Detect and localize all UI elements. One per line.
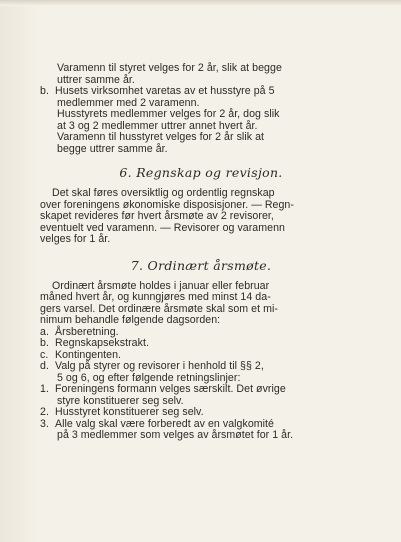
text-line: over foreningens økonomiske disposisjoner. — Regn- [40, 198, 294, 211]
text-line: begge uttrer samme år. [57, 142, 168, 155]
page-edge [0, 0, 401, 6]
list-label: 3. [40, 417, 49, 430]
text-line: styre konstituerer seg selv. [57, 394, 184, 407]
rule-text: Alle valg skal være forberedt av en valgkomité [55, 417, 274, 430]
agenda-text: Årsberetning. [55, 325, 119, 338]
rule-text: Husstyret konstituerer seg selv. [55, 406, 204, 418]
text-line: på 3 medlemmer som velges av årsmøtet for 1 år. [57, 429, 294, 441]
text-line: Husets virksomhet varetas av et husstyre på 5 [55, 85, 275, 97]
text-line: Husstyrets medlemmer velges for 2 år, dog slik [57, 108, 280, 120]
text-line: uttrer samme år. [57, 73, 135, 86]
text-line: Det skal føres oversiktlig og ordentlig regnskap [52, 187, 275, 199]
text-line: skapet revideres før hvert årsmøte av 2 revisorer, [40, 210, 274, 222]
list-label: 1. [40, 383, 49, 395]
text-line: medlemmer med 2 varamenn. [57, 96, 200, 109]
list-label: b. [40, 85, 49, 97]
agenda-text: Regnskapsekstrakt. [55, 337, 149, 349]
section-heading-7: 7. Ordinært årsmøte. [130, 257, 272, 273]
agenda-text: Valg på styrer og revisorer i henhold til §§ 2, [55, 360, 264, 372]
text-line: Ordinært årsmøte holdes i januar eller februar [52, 279, 270, 292]
list-label: d. [40, 360, 49, 372]
text-line: at 3 og 2 medlemmer uttrer annet hvert år. [57, 119, 258, 132]
list-label: b. [40, 337, 49, 349]
rule-item-1 [40, 384, 362, 396]
text-line: nimum behandle følgende dagsorden: [40, 314, 221, 326]
section-heading-6: 6. Regnskap og revisjon. [119, 165, 283, 180]
agenda-item-d [40, 361, 362, 373]
agenda-text: Kontingenten. [55, 348, 122, 361]
text-line: 5 og 6, og efter følgende retningslinjer: [57, 371, 241, 384]
document-text [40, 63, 362, 442]
text-line: velges for 1 år. [40, 233, 111, 245]
list-label: 2. [40, 406, 49, 418]
list-label: a. [40, 325, 49, 338]
list-label: c. [40, 348, 49, 361]
text-line: eventuelt ved varamenn. — Revisorer og varamenn [40, 221, 285, 234]
text-line: Varamenn til husstyret velges for 2 år slik at [57, 131, 264, 143]
list-item-b [40, 86, 362, 98]
text-line: gers varsel. Det ordinære årsmøte skal som et mi- [40, 302, 278, 315]
page-fold-shadow [0, 0, 40, 542]
text-line: måned hvert år, og kunngjøres med minst 14 da- [40, 291, 271, 303]
rule-text: Foreningens formann velges særskilt. Det øvrige [55, 383, 286, 395]
text-line: Varamenn til styret velges for 2 år, slik at begge [57, 62, 282, 74]
